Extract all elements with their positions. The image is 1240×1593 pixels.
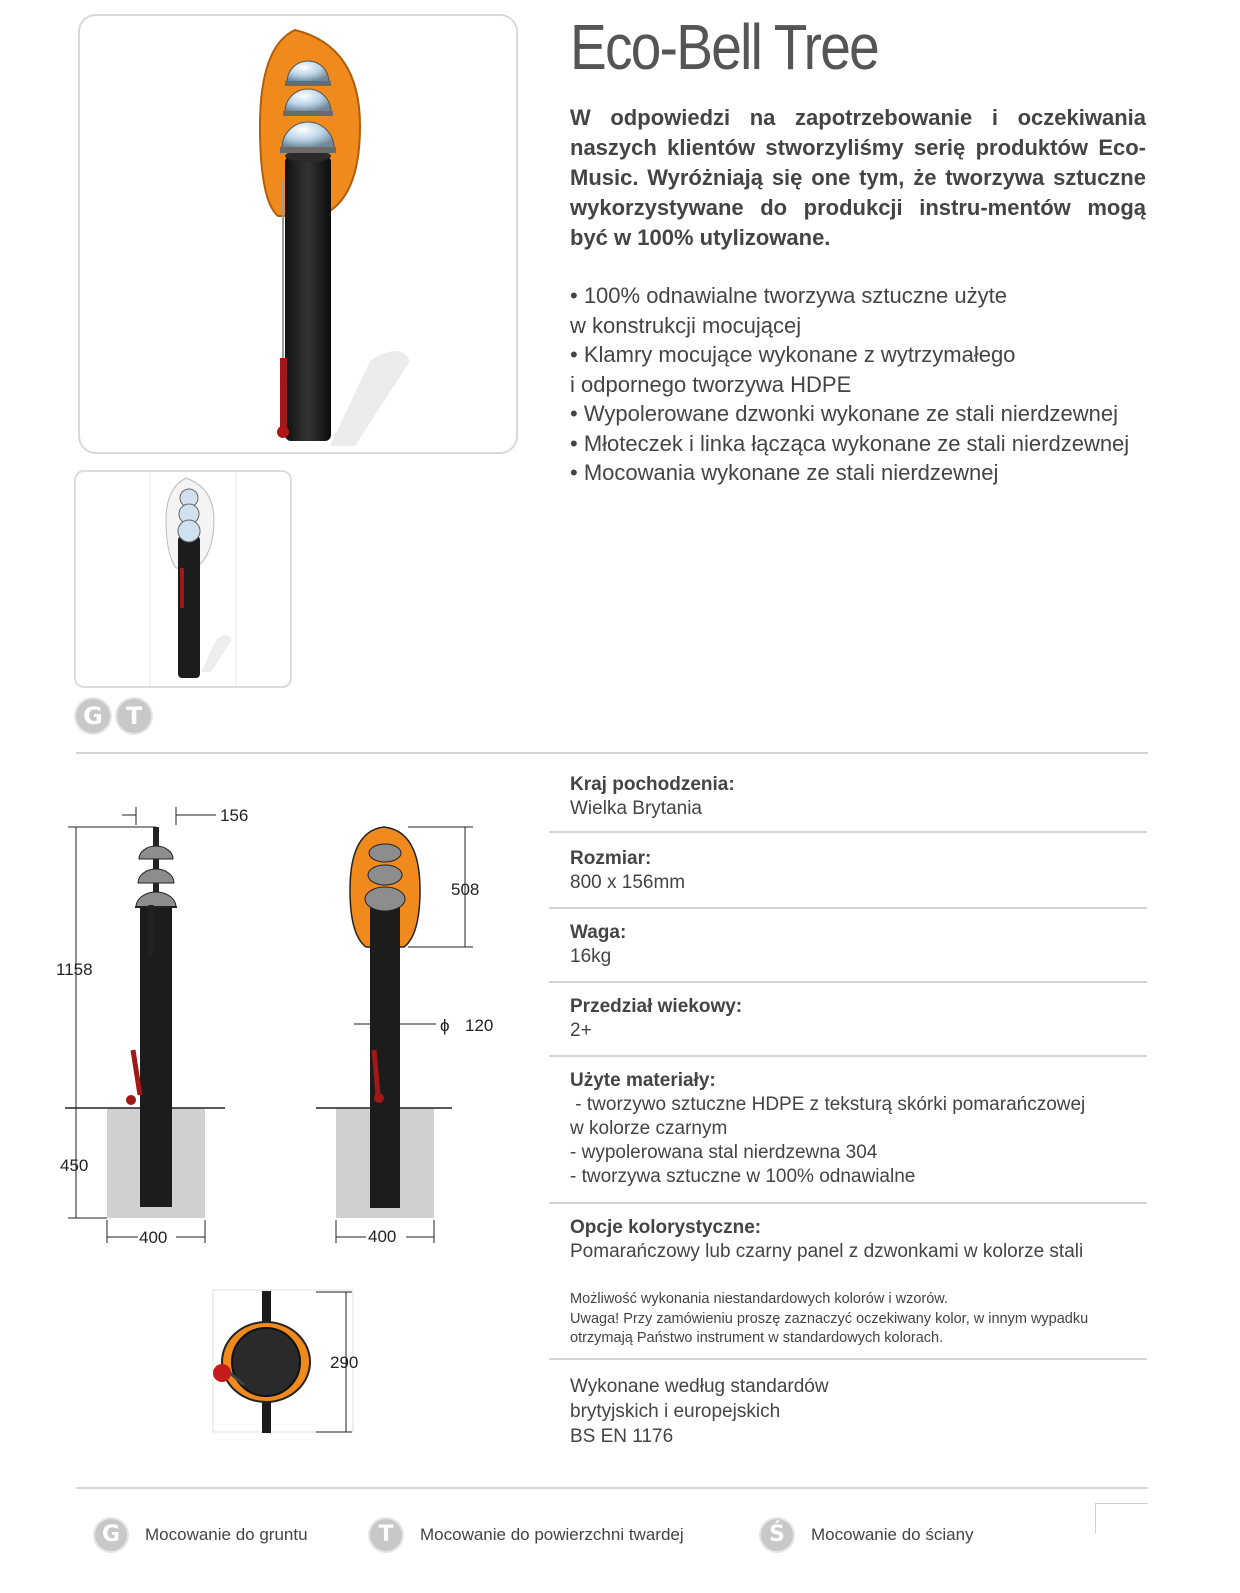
legend-label: Mocowanie do ściany	[811, 1525, 974, 1544]
dim-base-left: 400	[139, 1228, 168, 1247]
spec-divider	[549, 831, 1147, 833]
spec-age	[570, 995, 1150, 1043]
spec-label: Opcje kolorystyczne:	[570, 1217, 762, 1238]
custom-color-note	[570, 1290, 1140, 1349]
post	[285, 156, 331, 441]
standards-line: Wykonane według standardów	[570, 1376, 829, 1397]
feature-line: i odpornego tworzywa HDPE	[570, 371, 852, 397]
note-line: Uwaga! Przy zamówieniu proszę zaznaczyć oczekiwany kolor, w innym wypadku	[570, 1310, 1089, 1327]
side-view	[56, 806, 248, 1247]
feature-line: w konstrukcji mocującej	[570, 312, 802, 338]
feature-line: • Mocowania wykonane ze stali nierdzewnej	[570, 460, 999, 485]
legend-wall	[759, 1516, 974, 1554]
legend-ground	[93, 1516, 308, 1554]
spec-value: 800 x 156mm	[570, 872, 686, 893]
feature-list	[570, 281, 1170, 488]
ground-mount-icon: G	[93, 1517, 129, 1553]
spec-origin	[570, 773, 1150, 821]
spec-value: 16kg	[570, 946, 612, 967]
spec-divider	[549, 981, 1147, 983]
spec-label: Użyte materiały:	[570, 1070, 716, 1091]
spec-divider	[549, 1055, 1147, 1057]
dim-top-view: 290	[330, 1353, 359, 1372]
spec-materials	[570, 1069, 1150, 1189]
note-line: otrzymają Państwo instrument w standardowych kolorach.	[570, 1330, 944, 1346]
product-intro: W odpowiedzi na zapotrzebowanie i oczekiwania naszych klientów stworzyliśmy serię produktów Eco-Music. Wyróżniają się one tym, że tworzywa sztuczne wykorzystywane do produkcji instru-mentów mogą być w 100% utylizowane.	[570, 105, 1146, 250]
dim-depth: 450	[60, 1156, 89, 1175]
product-photo[interactable]	[78, 14, 518, 454]
top-view-drawing	[212, 1289, 372, 1435]
surface-mount-icon: T	[368, 1517, 404, 1553]
corner-mark	[1095, 1503, 1148, 1534]
spec-size	[570, 847, 1150, 895]
dim-width-top: 156	[220, 806, 249, 825]
spec-divider	[549, 1202, 1147, 1204]
thumbnail-illustration	[76, 472, 290, 686]
feature-line: • 100% odnawialne tworzywa sztuczne użyte	[570, 283, 1007, 308]
dim-diameter-symbol: ϕ	[440, 1016, 450, 1035]
standards-line: BS EN 1176	[570, 1426, 674, 1447]
spec-weight	[570, 921, 1150, 969]
spec-value: w kolorze czarnym	[570, 1118, 728, 1139]
legend-surface	[368, 1516, 684, 1554]
spec-value: 2+	[570, 1020, 592, 1041]
shadow-shape	[330, 351, 410, 446]
spec-value: Pomarańczowy lub czarny panel z dzwonkami w kolorze stali	[570, 1241, 1084, 1262]
spec-value: - wypolerowana stal nierdzewna 304	[570, 1142, 878, 1163]
feature-line: • Młoteczek i linka łącząca wykonane ze stali nierdzewnej	[570, 430, 1130, 456]
surface-mount-badge[interactable]: T	[115, 697, 153, 735]
mallet	[280, 358, 287, 428]
thumbnail-photo[interactable]	[74, 470, 292, 688]
product-illustration	[80, 16, 516, 452]
spec-colors	[570, 1216, 1150, 1264]
spec-value: Wielka Brytania	[570, 798, 702, 819]
spec-value: - tworzywo sztuczne HDPE z teksturą skórki pomarańczowej	[570, 1094, 1086, 1115]
footer-divider	[76, 1487, 1148, 1489]
spec-label: Waga:	[570, 922, 627, 943]
note-line: Możliwość wykonania niestandardowych kolorów i wzorów.	[570, 1291, 948, 1307]
spec-label: Kraj pochodzenia:	[570, 774, 735, 795]
standards-info	[570, 1374, 829, 1449]
spec-divider	[549, 907, 1147, 909]
feature-line: • Wypolerowane dzwonki wykonane ze stali nierdzewnej	[570, 401, 1119, 426]
dim-panel-height: 508	[451, 880, 480, 899]
technical-drawing	[40, 795, 550, 1265]
bells	[280, 61, 336, 153]
spec-value: - tworzywa sztuczne w 100% odnawialne	[570, 1166, 916, 1187]
front-view	[316, 827, 493, 1246]
dim-pipe-diameter: 120	[465, 1016, 494, 1035]
feature-line: • Klamry mocujące wykonane z wytrzymałego	[570, 342, 1016, 367]
page-title: Eco-Bell Tree	[570, 11, 879, 83]
dim-total-height: 1158	[56, 960, 93, 979]
wall-mount-icon: Ś	[759, 1517, 795, 1553]
legend-label: Mocowanie do powierzchni twardej	[420, 1525, 684, 1544]
dim-base-right: 400	[368, 1227, 397, 1246]
standards-line: brytyjskich i europejskich	[570, 1401, 781, 1422]
spec-divider	[549, 1358, 1147, 1360]
section-divider	[76, 752, 1148, 754]
spec-label: Rozmiar:	[570, 848, 652, 869]
ground-mount-badge[interactable]: G	[74, 697, 112, 735]
legend-label: Mocowanie do gruntu	[145, 1525, 308, 1544]
spec-label: Przedział wiekowy:	[570, 996, 743, 1017]
